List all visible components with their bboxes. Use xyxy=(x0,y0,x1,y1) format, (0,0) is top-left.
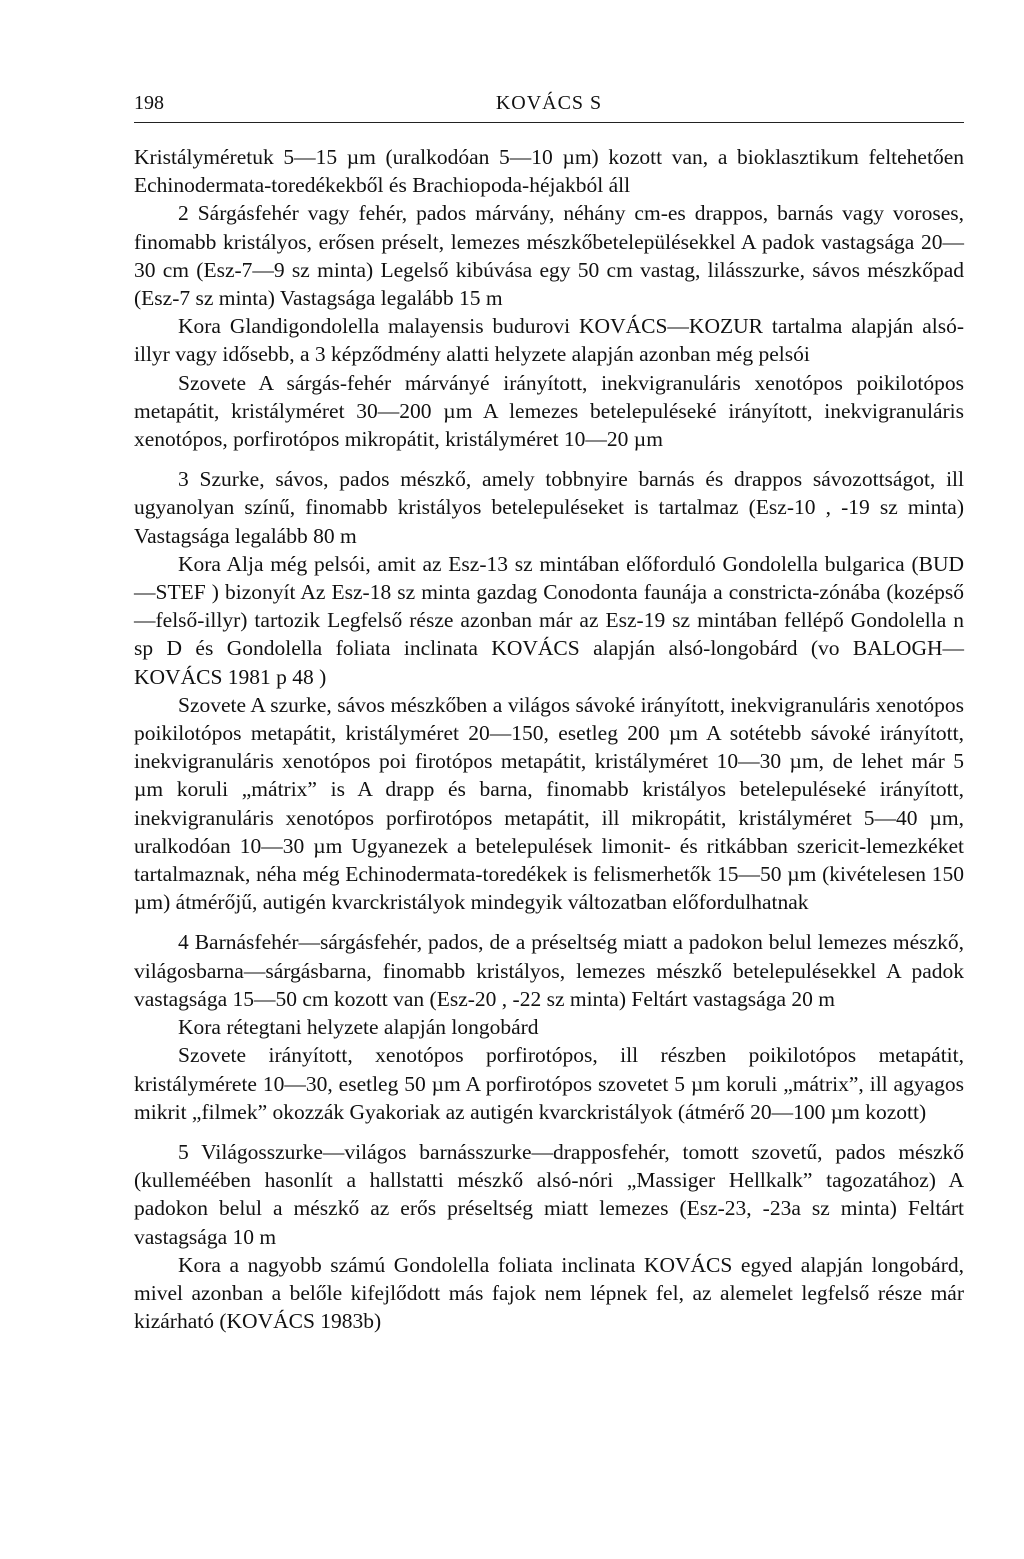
paragraph: 3 Szurke, sávos, pados mészkő, amely tobbnyire barnás és drappos sávozottságot, ill ugyanolyan színű, finomabb kristályos betelepuléseket is tartalmaz (Esz-10 , -19 sz minta) Vastagsága legalább 80 m xyxy=(134,467,964,548)
paragraph: 4 Barnásfehér—sárgásfehér, pados, de a préseltség miatt a padokon belul lemezes mészkő, világosbarna—sárgásbarna, finomabb kristályos, lemezes mészkő betelepulésekkel A padok vastagsága 15—50 cm kozott van (Esz-20 , -22 sz minta) Feltárt vastagsága 20 m xyxy=(134,930,964,1011)
paragraph: Kora Alja még pelsói, amit az Esz-13 sz mintában előforduló Gondolella bulgarica (BUD —STEF ) bizonyít Az Esz-18 sz minta gazdag Conodonta faunája a constricta-zónába (kozépső—felső-illyr) tartozik Legfelső része azonban már az Esz-19 sz mintában fellépő Gondolella n sp D és Gondolella foliata inclinata KOVÁCS alapján alsó-longobárd (vo BALOGH—KOVÁCS 1981 p 48 ) xyxy=(134,551,964,689)
running-head xyxy=(134,90,964,123)
paragraph: Kora rétegtani helyzete alapján longobárd xyxy=(178,1015,539,1040)
page xyxy=(134,90,964,1335)
paragraph: Kora a nagyobb számú Gondolella foliata inclinata KOVÁCS egyed alapján longobárd, mivel azonban a belőle kifejlődott más fajok nem lépnek fel, az alemelet legfelső része már kizárható (KOVÁCS 1983b) xyxy=(134,1252,964,1334)
paragraph: Szovete A sárgás-fehér márványé irányított, inekvigranuláris xenotópos poikilotópos metapátit, kristályméret 30—200 µm A lemezes betelepuléseké irányított, inekvigranuláris xenotópos, porfirotópos mikropátit, kristályméret 10—20 µm xyxy=(134,370,964,452)
paragraph: Kora Glandigondolella malayensis budurovi KOVÁCS—KOZUR tartalma alapján alsó-illyr vagy idősebb, a 3 képződmény alatti helyzete alapján azonban még pelsói xyxy=(134,314,964,367)
body-text xyxy=(134,143,964,1335)
paragraph: Szovete irányított, xenotópos porfirotópos, ill részben poikilotópos metapátit, kristálymérete 10—30, esetleg 50 µm A porfirotópos szovetet 5 µm koruli „mátrix”, ill agyagos mikrit „filmek” okozzák Gyakoriak az autigén kvarckristályok (átmérő 20—100 µm kozott) xyxy=(134,1043,964,1124)
running-title: KOVÁCS S xyxy=(495,92,603,114)
paragraph: Szovete A szurke, sávos mészkőben a világos sávoké irányított, inekvigranuláris xenotópos poikilotópos metapátit, kristályméret 20—150, esetleg 200 µm A sotétebb sávoké irányított, inekvigranuláris xenotópos poi firotópos metapátit, kristályméret 10—30 µm, de lehet már 5 µm koruli „mátrix” is A drapp és barna, finomabb kristályos betelepuléseké irányított, inekvigranuláris xenotópos porfirotópos metapátit, ill mikropátit, kristályméret 5—40 µm, uralkodóan 10—30 µm Ugyanezek a betelepulések limonit- és ritkábban szericit-lemezkéket tartalmaznak, néha még Echinodermata-toredékek is felismerhetők 15—50 µm (kivételesen 150 µm) átmérőjű, autigén kvarckristályok mindegyik változatban előfordulhatnak xyxy=(134,692,964,915)
paragraph: Kristályméretuk 5—15 µm (uralkodóan 5—10 µm) kozott van, a bioklasztikum feltehetően Echinodermata-toredékekből és Brachiopoda-héjakból áll xyxy=(134,145,964,198)
page-number: 198 xyxy=(134,92,164,114)
paragraph: 2 Sárgásfehér vagy fehér, pados márvány, néhány cm-es drappos, barnás vagy voroses, finomabb kristályos, erősen préselt, lemezes mészkőbetelepülésekkel A padok vastagsága 20—30 cm (Esz-7—9 sz minta) Legelső kibúvása egy 50 cm vastag, lilásszurke, sávos mészkőpad (Esz-7 sz minta) Vastagsága legalább 15 m xyxy=(134,201,964,311)
paragraph: 5 Világosszurke—világos barnásszurke—drapposfehér, tomott szovetű, pados mészkő (kulleméében hasonlít a hallstatti mészkő alsó-nóri „Massiger Hellkalk” tagozatához) A padokon belul a mészkő az erős préseltség miatt lemezes (Esz-23, -23a sz minta) Feltárt vastagsága 10 m xyxy=(134,1139,964,1249)
